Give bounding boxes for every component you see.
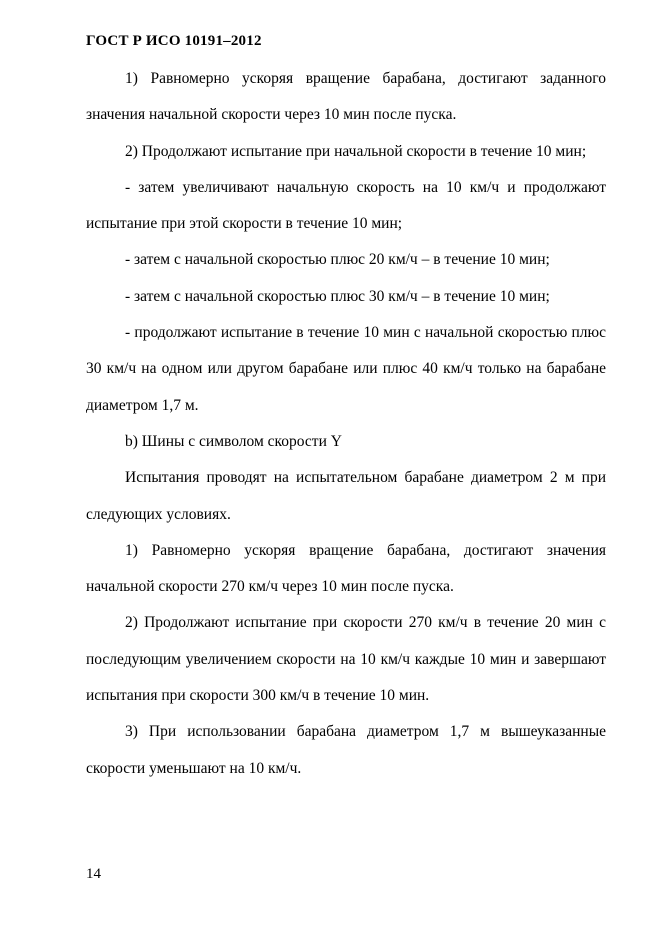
paragraph-plus-30: - затем с начальной скоростью плюс 30 км/ч – в течение 10 мин; [125,287,550,305]
paragraph-plus-20: - затем с начальной скоростью плюс 20 км/ч – в течение 10 мин; [125,251,550,269]
section-heading-speed-y: b) Шины с символом скорости Y [125,432,342,450]
paragraph-small-drum: 3) При использовании барабана диаметром 1,7 м вышеуказанные скорости уменьшают на 10 км/ч. [86,723,606,777]
document-body [86,61,606,787]
paragraph-plus-40: - продолжают испытание в течение 10 мин с начальной скоростью плюс 30 км/ч на одном или другом барабане или плюс 40 км/ч только на барабане диаметром 1,7 м. [86,324,606,414]
paragraph-y-continue: 2) Продолжают испытание при скорости 270 км/ч в течение 20 мин с последующим увеличением скорости на 10 км/ч каждые 10 мин и завершают испытания при скорости 300 км/ч в течение 10 мин. [86,614,606,705]
paragraph-increase-10: - затем увеличивают начальную скорость на 10 км/ч и продолжают испытание при этой скорости в течение 10 мин; [86,178,606,233]
standard-header: ГОСТ Р ИСО 10191–2012 [86,33,262,49]
paragraph-test-conditions: Испытания проводят на испытательном барабане диаметром 2 м при следующих условиях. [86,469,606,523]
paragraph-drum-acceleration: 1) Равномерно ускоряя вращение барабана, достигают заданного значения начальной скорости через 10 мин после пуска. [86,70,606,124]
paragraph-y-acceleration: 1) Равномерно ускоряя вращение барабана, достигают значения начальной скорости 270 км/ч через 10 мин после пуска. [86,541,606,596]
paragraph-continue-initial-speed: 2) Продолжают испытание при начальной скорости в течение 10 мин; [125,142,587,160]
page-number: 14 [86,866,101,882]
